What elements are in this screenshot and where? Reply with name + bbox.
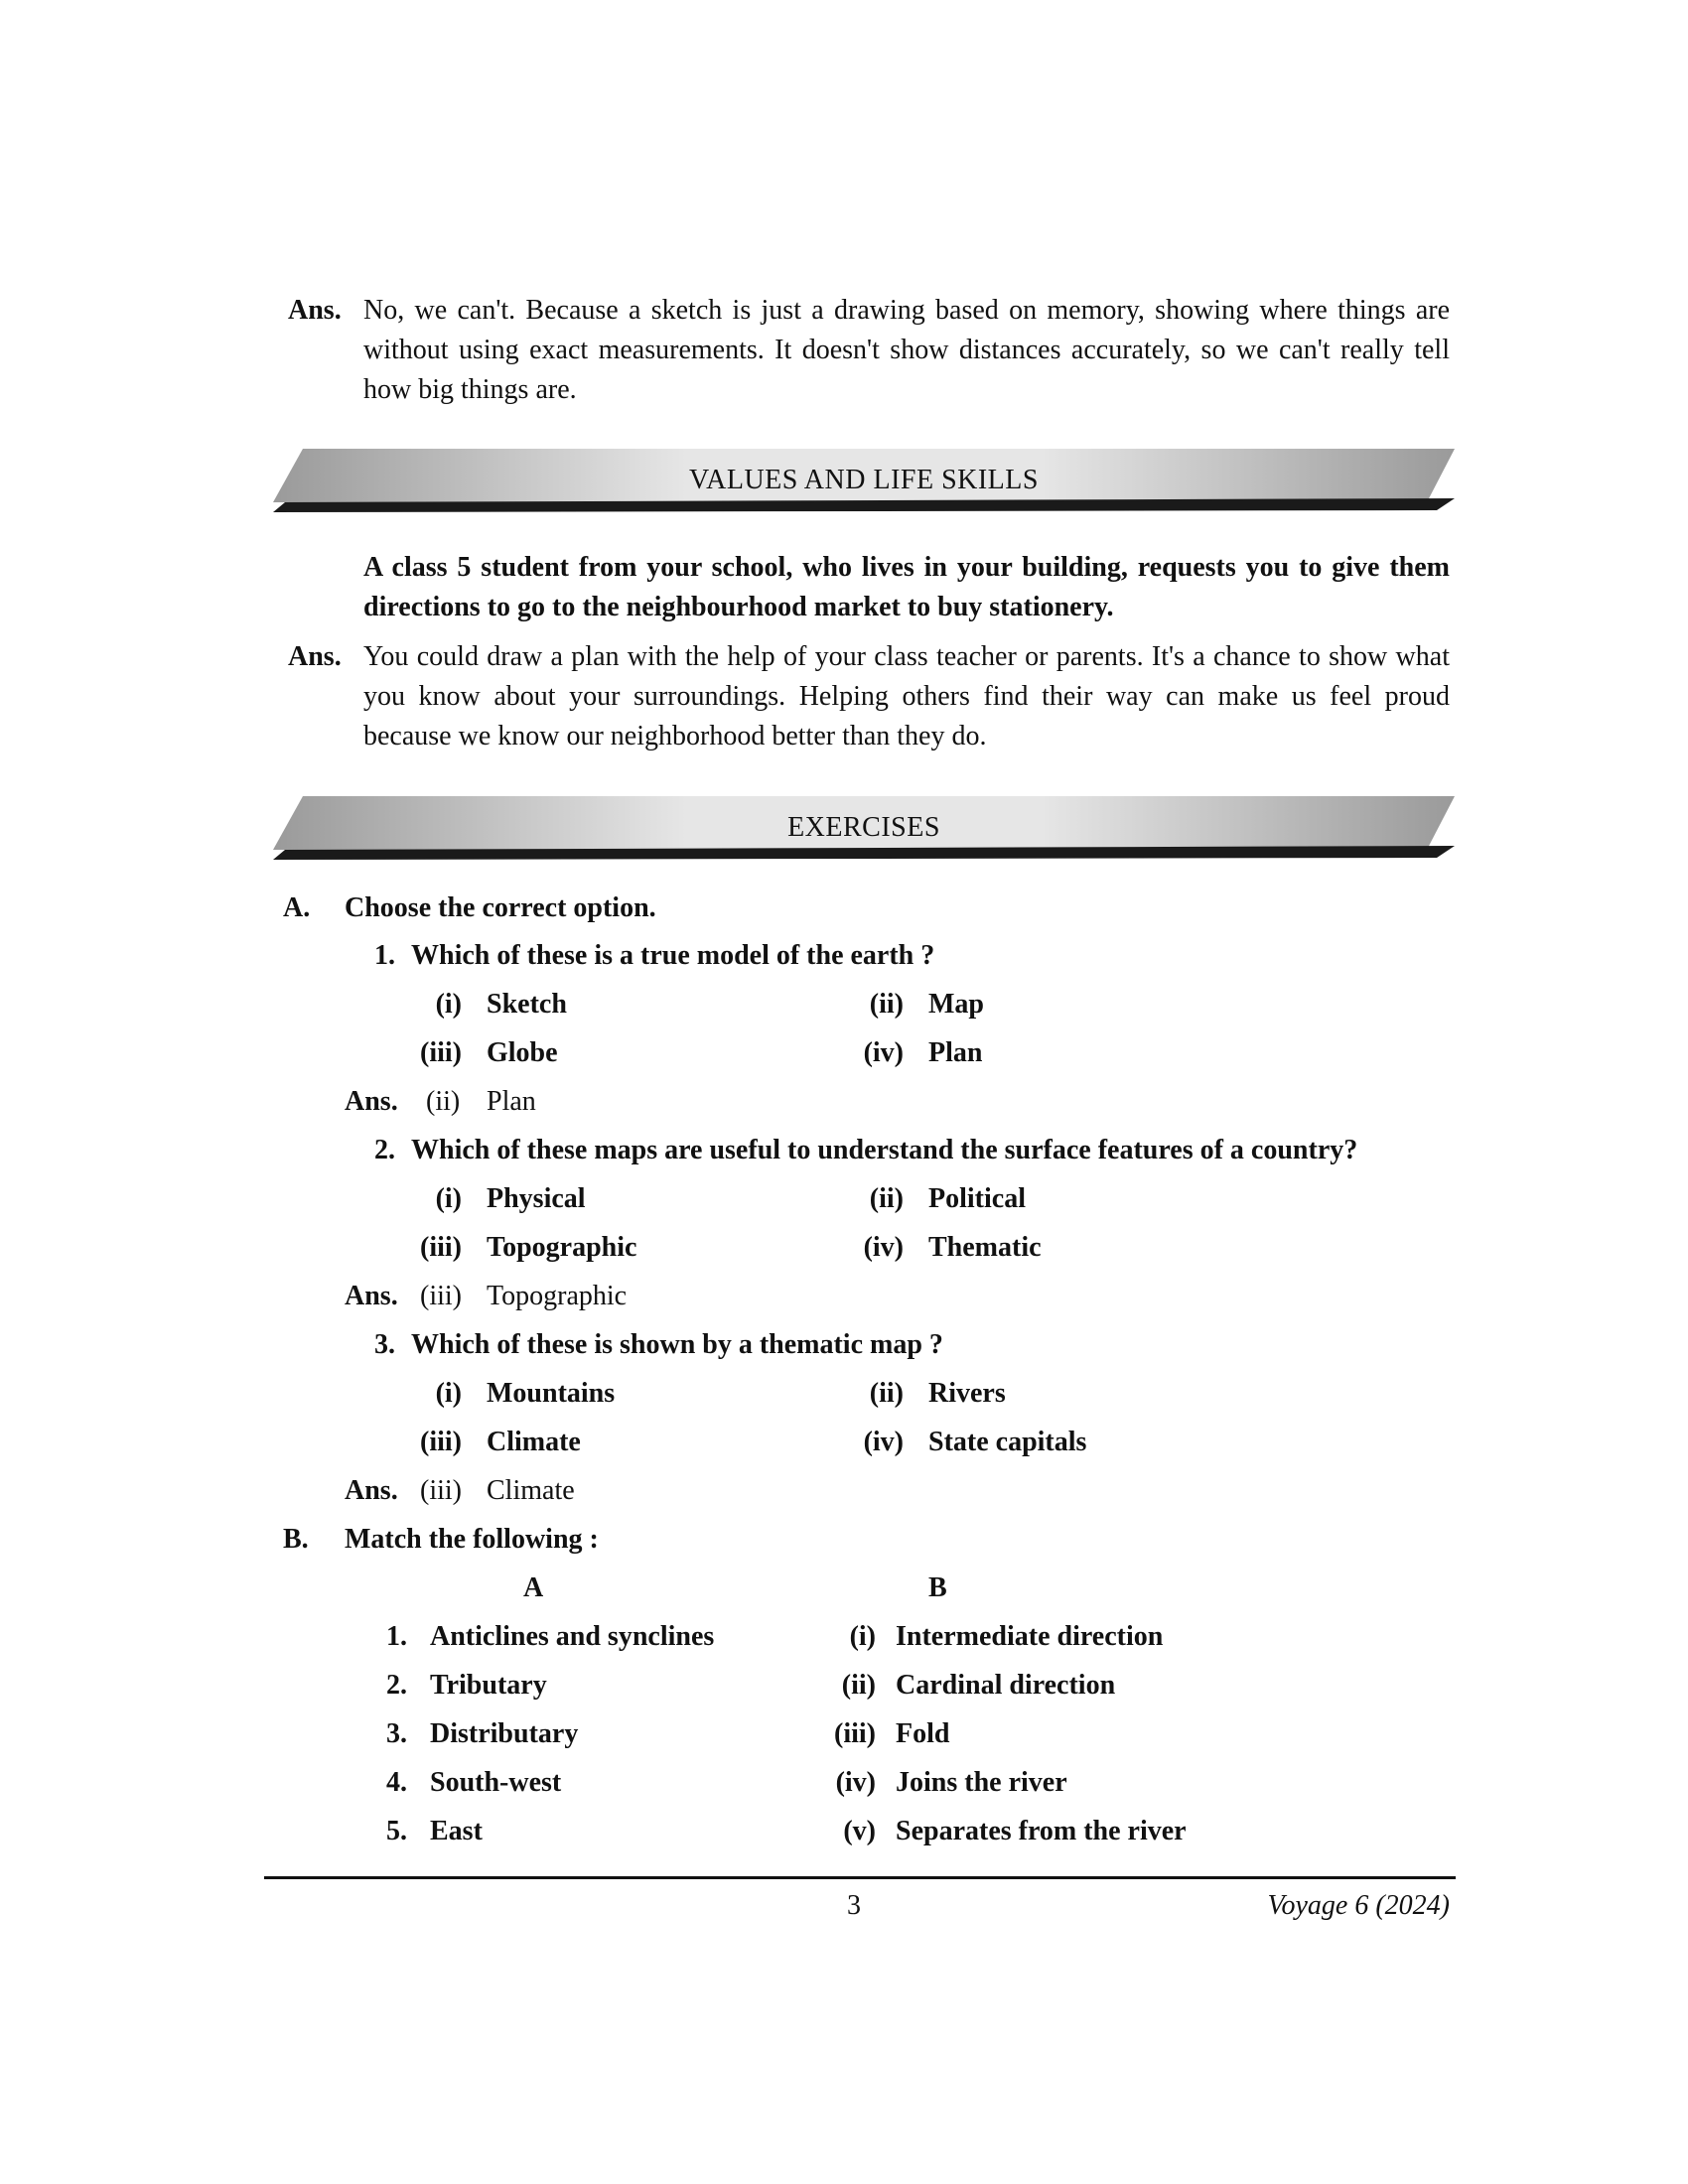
q1-opt2-text: Map [928, 989, 984, 1020]
q1-opt2-roman: (ii) [869, 989, 904, 1020]
match-row3-roman: (iii) [834, 1718, 876, 1749]
q3-opt4-roman: (iv) [863, 1427, 904, 1457]
section-b-heading: Match the following : [345, 1524, 599, 1555]
match-row1-b: Intermediate direction [896, 1621, 1164, 1652]
match-row4-num: 4. [386, 1767, 407, 1798]
match-row2-a: Tributary [430, 1670, 547, 1701]
match-row2-num: 2. [386, 1670, 407, 1701]
q1-opt1-text: Sketch [487, 989, 567, 1020]
page-number: 3 [847, 1890, 861, 1921]
q3-opt2-roman: (ii) [869, 1378, 904, 1409]
q2-ans-roman: (iii) [420, 1281, 462, 1311]
section-a-heading: Choose the correct option. [345, 892, 656, 923]
match-row4-b: Joins the river [896, 1767, 1067, 1798]
match-row2-b: Cardinal direction [896, 1670, 1116, 1701]
values-title: VALUES AND LIFE SKILLS [689, 465, 1039, 495]
match-row2-roman: (ii) [841, 1670, 876, 1701]
q3-opt1-text: Mountains [487, 1378, 616, 1409]
q3-text: Which of these is shown by a thematic map ? [411, 1329, 943, 1360]
match-row1-roman: (i) [849, 1621, 876, 1652]
intro-ans-text: No, we can't. Because a sketch is just a drawing based on memory, showing where things are without using exact measurements. It doesn't show distances accurately, so we can't really tell how big things are. [363, 295, 1450, 405]
match-row3-b: Fold [896, 1718, 950, 1749]
book-title: Voyage 6 (2024) [1267, 1890, 1450, 1921]
q2-opt3-roman: (iii) [420, 1232, 462, 1263]
q3-opt3-text: Climate [487, 1427, 581, 1457]
q1-opt3-roman: (iii) [420, 1037, 462, 1068]
q2-opt1-text: Physical [487, 1183, 586, 1214]
values-ans-text: You could draw a plan with the help of your class teacher or parents. It's a chance to show what you know about your surroundings. Helping others find their way can make us feel proud because we know our neighborhood better than they do. [363, 641, 1450, 751]
match-row5-num: 5. [386, 1816, 407, 1846]
intro-ans-label: Ans. [288, 295, 342, 326]
q3-opt4-text: State capitals [928, 1427, 1087, 1457]
q3-number: 3. [374, 1329, 395, 1360]
values-banner [273, 449, 1455, 514]
match-row4-a: South-west [430, 1767, 562, 1798]
q3-opt2-text: Rivers [928, 1378, 1006, 1409]
exercises-banner [273, 796, 1455, 862]
match-col-b-head: B [928, 1572, 947, 1603]
q2-opt4-roman: (iv) [863, 1232, 904, 1263]
section-a-letter: A. [283, 892, 311, 923]
q1-ans-text: Plan [487, 1086, 536, 1117]
match-row1-a: Anticlines and synclines [430, 1621, 715, 1652]
values-ans-label: Ans. [288, 641, 342, 672]
q2-ans-text: Topographic [487, 1281, 628, 1311]
values-question: A class 5 student from your school, who lives in your building, requests you to give them directions to go to the neighbourhood market to buy stationery. [363, 552, 1450, 622]
q2-opt1-roman: (i) [435, 1183, 462, 1214]
q2-number: 2. [374, 1135, 395, 1165]
q1-opt3-text: Globe [487, 1037, 558, 1068]
match-row1-num: 1. [386, 1621, 407, 1652]
q3-ans-label: Ans. [345, 1475, 398, 1506]
match-col-a-head: A [523, 1572, 544, 1603]
q2-text: Which of these maps are useful to understand the surface features of a country? [411, 1135, 1358, 1165]
q3-opt3-roman: (iii) [420, 1427, 462, 1457]
footer-rule [264, 1876, 1456, 1879]
q3-opt1-roman: (i) [435, 1378, 462, 1409]
match-row3-num: 3. [386, 1718, 407, 1749]
q1-number: 1. [374, 940, 395, 971]
q1-opt4-text: Plan [928, 1037, 983, 1068]
q1-text: Which of these is a true model of the earth ? [411, 940, 935, 971]
match-row3-a: Distributary [430, 1718, 579, 1749]
match-row5-a: East [430, 1816, 483, 1846]
q1-opt4-roman: (iv) [863, 1037, 904, 1068]
match-row5-roman: (v) [843, 1816, 876, 1846]
q1-ans-roman: (ii) [426, 1086, 461, 1117]
match-row5-b: Separates from the river [896, 1816, 1187, 1846]
q2-opt2-roman: (ii) [869, 1183, 904, 1214]
q1-ans-label: Ans. [345, 1086, 398, 1117]
q2-opt3-text: Topographic [487, 1232, 637, 1263]
q2-opt2-text: Political [928, 1183, 1026, 1214]
q3-ans-text: Climate [487, 1475, 575, 1506]
exercises-title: EXERCISES [787, 812, 940, 843]
q2-opt4-text: Thematic [928, 1232, 1042, 1263]
match-row4-roman: (iv) [835, 1767, 876, 1798]
section-b-letter: B. [283, 1524, 309, 1555]
q3-ans-roman: (iii) [420, 1475, 462, 1506]
q1-opt1-roman: (i) [435, 989, 462, 1020]
q2-ans-label: Ans. [345, 1281, 398, 1311]
